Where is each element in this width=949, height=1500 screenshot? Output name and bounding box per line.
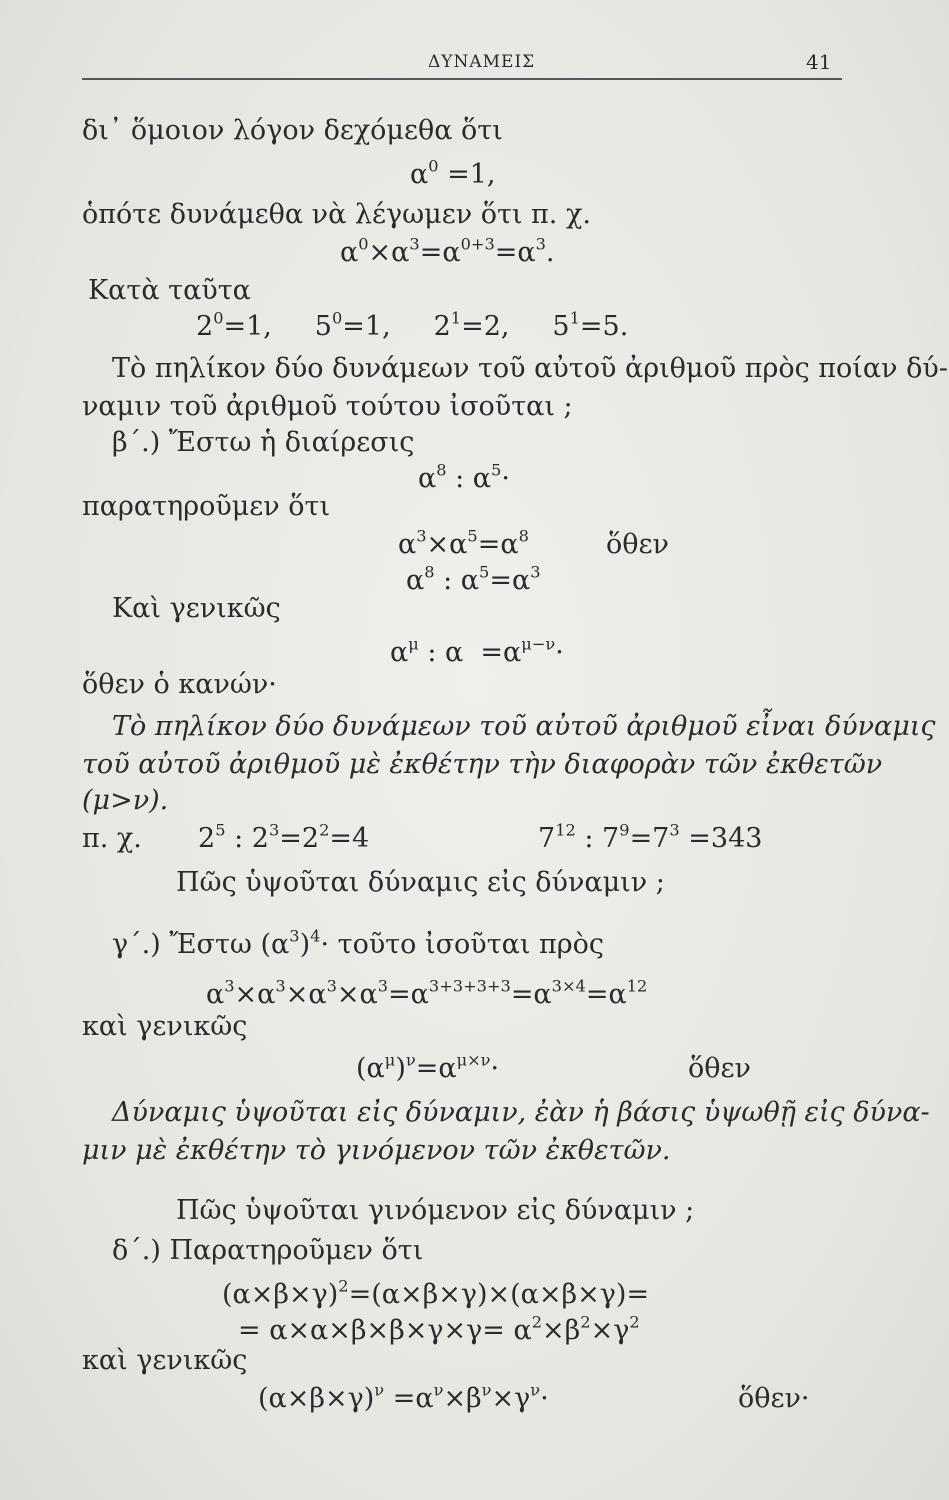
formula-product-square-2: = $\alpha\times\alpha\times\beta\times\beta\times\gamma\times\gamma= \alpha^2\times\beta^2\times\gamma^2$ (238, 1312, 640, 1346)
rule-text: (μ>ν). (82, 785, 169, 816)
text-line: καὶ γενικῶς (82, 1011, 248, 1042)
formula-division: $\alpha^8$ : $\alpha^5\cdot$ (418, 460, 510, 494)
text-line: ὅθεν (606, 529, 669, 560)
text-line: Κατὰ ταῦτα (88, 275, 251, 306)
formula-zero-power: $\alpha^0 =1$, (410, 156, 496, 190)
page-number: 41 (806, 50, 832, 74)
rule-text: μιν μὲ ἐκθέτην τὸ γινόμενον τῶν ἐκθετῶν. (82, 1135, 671, 1166)
formula-general-product-power: $(\alpha\times\beta\times\gamma)^\nu =\alpha^\nu\times\beta^\nu\times\gamma^\nu\cdot$ (258, 1380, 549, 1414)
header-rule (82, 78, 842, 80)
question-quotient: Τὸ πηλίκον δύο δυνάμεων τοῦ αὐτοῦ ἀριθμοῦ πρὸς ποίαν δύ- (112, 353, 948, 384)
text-line: παρατηροῦμεν ὅτι (82, 491, 331, 522)
text-line: Καὶ γενικῶς (112, 593, 281, 624)
running-header-title: ΔΥΝΑΜΕΙΣ (428, 52, 536, 72)
text-line: ὅθεν ὁ κανών· (82, 669, 277, 700)
formula-examples: $2^0=1$, $5^0=1$, $2^1=2$, $5^1=5$. (196, 308, 629, 342)
text-line: ὅθεν (688, 1053, 751, 1084)
formula-quotient: $\alpha^8$ : $\alpha^5=\alpha^3$ (406, 562, 541, 596)
rule-text: Τὸ πηλίκον δύο δυνάμεων τοῦ αὐτοῦ ἀριθμοῦ εἶναι δύναμις (112, 711, 936, 742)
formula-zero-product: $\alpha^0\times\alpha^3=\alpha^{0+3}=\alpha^3$. (340, 234, 555, 268)
text-line: δι᾽ ὅμοιον λόγον δεχόμεθα ὅτι (82, 115, 503, 146)
text-line: ὅθεν· (738, 1383, 810, 1414)
formula-example-a: $2^5$ : $2^3=2^2=4$ (198, 820, 370, 854)
formula-product-square: $(\alpha\times\beta\times\gamma)^2=(\alpha\times\beta\times\gamma)\times(\alpha\times\beta\times\gamma)=$ (222, 1276, 650, 1310)
formula-power-expansion: $\alpha^3\times\alpha^3\times\alpha^3\times\alpha^3=\alpha^{3+3+3+3}=\alpha^{3\times 4}=\alpha^{12}$ (206, 976, 648, 1010)
text-line: τοῦτο ἰσοῦται πρὸς (337, 929, 605, 960)
section-gamma: γ΄.) Ἔστω $(\alpha^3)^4\cdot$ τοῦτο ἰσοῦται πρὸς (112, 926, 605, 960)
question-product-power: Πῶς ὑψοῦται γινόμενον εἰς δύναμιν ; (176, 1195, 695, 1226)
text-line: ὁπότε δυνάμεθα νὰ λέγωμεν ὅτι π. χ. (82, 199, 591, 230)
formula-product: $\alpha^3\times\alpha^5=\alpha^8$ (398, 526, 529, 560)
section-delta: δ΄.) Παρατηροῦμεν ὅτι (112, 1235, 424, 1266)
formula-general-power: $(\alpha^\mu)^\nu=\alpha^{\mu\times\nu}\cdot$ (356, 1050, 500, 1084)
rule-text: Δύναμις ὑψοῦται εἰς δύναμιν, ἐὰν ἡ βάσις ὑψωθῇ εἰς δύνα- (112, 1097, 930, 1128)
question-power: Πῶς ὑψοῦται δύναμις εἰς δύναμιν ; (176, 867, 665, 898)
formula-example-b: $7^{12}$ : $7^9=7^3 =343$ (538, 820, 763, 854)
text-line: καὶ γενικῶς (82, 1345, 248, 1376)
text-line: ναμιν τοῦ ἀριθμοῦ τούτου ἰσοῦται ; (82, 391, 573, 422)
rule-text: τοῦ αὐτοῦ ἀριθμοῦ μὲ ἐκθέτην τὴν διαφορὰν τῶν ἐκθετῶν (82, 749, 883, 780)
section-beta: β΄.) Ἔστω ἡ διαίρεσις (112, 427, 415, 458)
example-prefix: π. χ. (82, 823, 142, 854)
formula-general-quotient: $\alpha^\mu$ : $\alpha =\alpha^{\mu-\nu}\cdot$ (390, 634, 564, 668)
